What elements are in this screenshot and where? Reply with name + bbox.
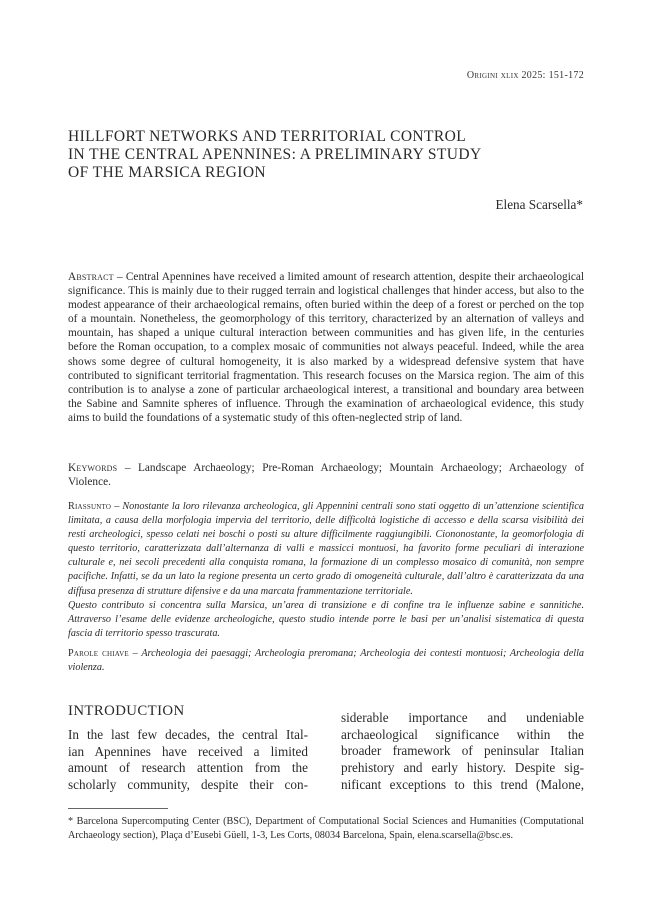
title-line: HILLFORT NETWORKS AND TERRITORIAL CONTROL [68, 128, 467, 145]
keywords-label: Keywords [68, 462, 118, 474]
body-line: amount of research attention from the [68, 760, 308, 776]
footnote: * Barcelona Supercomputing Center (BSC), Department of Computational Social Sciences and Humanities (Computational Archaeology section), Plaça d’Eusebi Güell, 1-3, Les Corts, 08034 Barcelona, Spain, elena.scarsella@bsc.es. [68, 816, 584, 842]
riassunto-paragraph [68, 500, 584, 599]
author-name: Elena Scarsella* [495, 197, 583, 212]
footnote-rule [68, 808, 168, 809]
parole-chiave-label: Parole chiave [68, 648, 129, 659]
riassunto-text: – Nonostante la loro rilevanza archeologica, gli Appennini centrali sono stati oggetto di un’attenzione scientifica limitata, a causa della morfologia impervia del territorio, delle difficoltà logistiche di accesso e della scarsa visibilità dei resti archeologici, spesso celati nei boschi o posti su alture difficilmente raggiungibili. Ciononostante, la geomorfologia di questo territorio, caratterizzata dall’alternanza di valli e massicci montuosi, ha favorito forme peculiari di interazione culturale e, nei secoli precedenti alla conquista romana, la formazione di un complesso mosaico di comunità, non sempre pacifiche. Infatti, se da un lato la regione presenta un certo grado di omogeneità culturale, dall’altro è caratterizzata da una diffusa presenza di strutture difensive e da una marcata frammentazione territoriale. [68, 501, 584, 597]
title-line: OF THE MARSICA REGION [68, 164, 267, 181]
body-line: scholarly community, despite their con- [68, 777, 308, 793]
section-heading-introduction: INTRODUCTION [68, 703, 185, 719]
title-line: IN THE CENTRAL APENNINES: A PRELIMINARY STUDY [68, 146, 482, 163]
body-line: In the last few decades, the central Ital- [68, 727, 308, 742]
parole-chiave [68, 647, 584, 675]
body-line: nificant exceptions to this trend (Malone, [341, 776, 584, 792]
body-column-left [68, 727, 308, 794]
body-line: prehistory and early history. Despite sig- [341, 760, 584, 776]
article-title [68, 128, 588, 182]
body-column-right [341, 710, 584, 794]
abstract-text: – Central Apennines have received a limited amount of research attention, despite their archaeological significance. This is mainly due to their rugged terrain and logistical challenges that hinder access, but also to the modest appearance of their archaeological remains, often buried within the deep of a forest or perched on the top of a mountain. Nonetheless, the geomorphology of this territory, characterized by an alternation of valleys and mountain, has shaped a unique cultural interaction between communities and has given life, in the centuries before the Roman occupation, to a complex mosaic of communities not always peaceful. Indeed, while the area shows some degree of cultural homogeneity, it is also marked by a widespread defensive system that have contributed to significant territorial fragmentation. This research focuses on the Marsica region. The aim of this contribution is to analyse a zone of particular archaeological interest, a transitional and boundary area between the Sabine and Samnite spheres of influence. Through the examination of archaeological evidence, this study aims to build the foundations of a systematic study of this often-neglected strip of land. [68, 271, 585, 424]
abstract [68, 270, 584, 425]
body-line: ian Apennines have received a limited [68, 743, 308, 759]
keywords-text: – Landscape Archaeology; Pre-Roman Archaeology; Mountain Archaeology; Archaeology of Violence. [68, 462, 584, 489]
abstract-label: Abstract [68, 271, 114, 283]
running-head: Origini xlix 2025: 151-172 [466, 70, 584, 81]
body-line: broader framework of peninsular Italian [341, 743, 584, 759]
body-line: archaeological significance within the [341, 726, 584, 742]
body-line: siderable importance and undeniable [341, 710, 584, 725]
riassunto-paragraph-2: Questo contributo si concentra sulla Marsica, un’area di transizione e di confine tra le influenze sabine e sannitiche. Attraverso l’esame delle evidenze archeologiche, questo studio intende porre le basi per un’analisi sistematica di questa fascia di territorio spesso trascurata. [68, 599, 584, 639]
riassunto-label: Riassunto [68, 501, 112, 512]
riassunto [68, 500, 584, 641]
parole-chiave-text: – Archeologia dei paesaggi; Archeologia preromana; Archeologia dei contesti montuosi; Archeologia della violenza. [68, 648, 585, 674]
keywords [68, 461, 584, 489]
